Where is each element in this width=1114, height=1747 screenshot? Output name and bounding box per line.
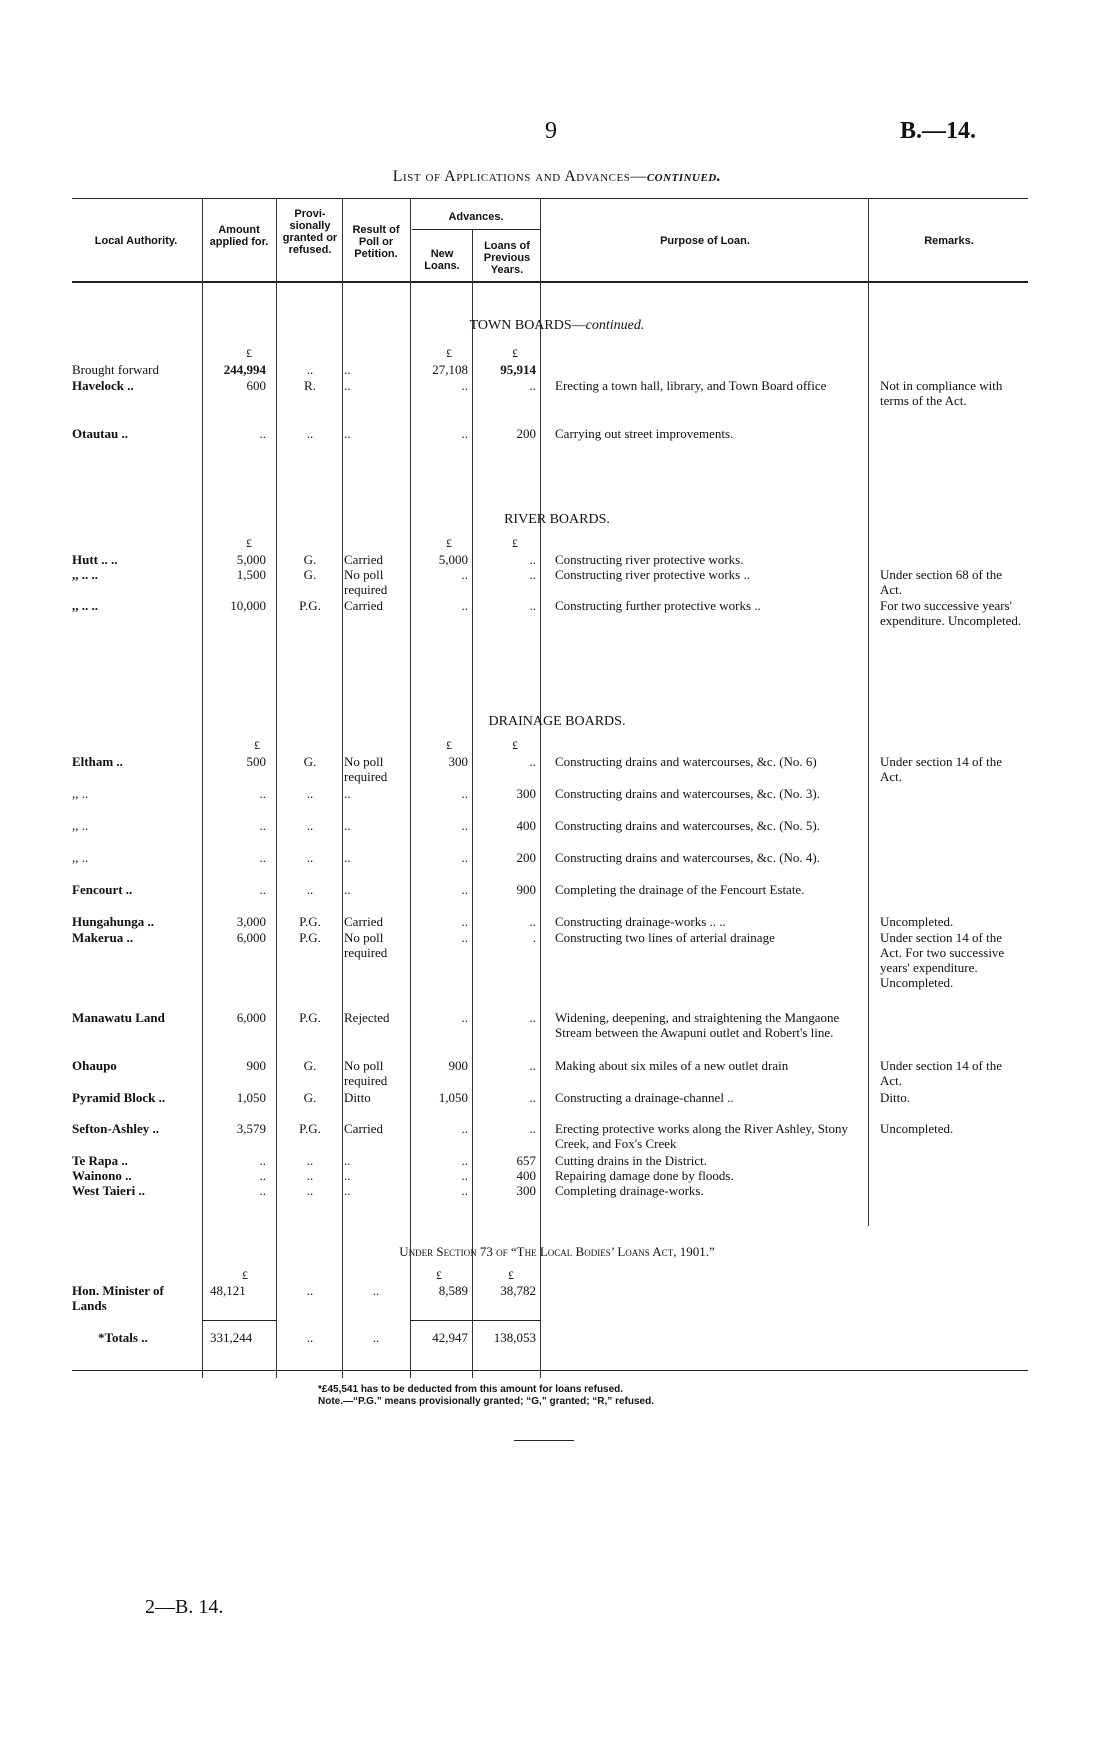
authority-cell: Fencourt .. [72,882,133,897]
section-drainage-boards: DRAINAGE BOARDS. [488,714,626,729]
new-loans-cell: .. [461,1153,468,1168]
table-row [0,1058,1114,1088]
new-loans-cell: 8,589 [438,1283,468,1298]
remarks-cell: For two successive years' expenditure. Uncompleted. [880,598,1022,628]
authority-cell: ,, .. .. [72,598,98,613]
prov-cell: P.G. [299,930,321,945]
purpose-cell: Constructing river protective works. [555,552,744,567]
title-main: List of Applications and Advances— [392,168,647,185]
purpose-cell: Constructing drains and watercourses, &c. (No. 4). [555,850,820,865]
col-amount: Amount applied for. [209,224,269,248]
prov-cell: P.G. [299,1010,321,1025]
authority-cell: Hon. Minister of Lands [72,1283,164,1313]
new-loans-cell: .. [461,850,468,865]
authority-cell: Manawatu Land [72,1010,165,1025]
new-loans-cell: 1,050 [438,1090,468,1105]
result-cell: .. [344,362,351,377]
table-row [0,378,1114,408]
amount-cell: .. [259,850,266,865]
amount-cell: 3,000 [236,914,266,929]
section-river-boards: RIVER BOARDS. [504,512,610,527]
result-cell: .. [344,378,351,393]
table-row [0,1153,1114,1168]
purpose-cell: Constructing drains and watercourses, &c. (No. 6) [555,754,817,769]
pound-sign: £ [446,536,452,550]
pound-sign: £ [446,346,452,360]
col-new-loans: New Loans. [424,248,460,272]
result-cell: Carried [344,552,383,567]
purpose-cell: Constructing drainage-works .. .. [555,914,726,929]
prov-cell: G. [303,552,317,567]
new-loans-cell: .. [461,786,468,801]
amount-cell: .. [259,1168,266,1183]
totals-rule [410,1320,540,1321]
section-73: Under Section 73 of “The Local Bodies’ Loans Act, 1901.” [399,1244,715,1259]
table-row [0,1330,1114,1345]
remarks-cell: Under section 14 of the Act. [880,1058,1003,1088]
prov-cell: .. [306,362,314,377]
amount-cell: 6,000 [236,1010,266,1025]
authority-cell: Wainono .. [72,1168,132,1183]
result-cell: Carried [344,914,383,929]
purpose-cell: Constructing drains and watercourses, &c. (No. 3). [555,786,820,801]
authority-cell: Hungahunga .. [72,914,155,929]
pound-sign: £ [512,346,518,360]
authority-cell: Havelock .. [72,378,134,393]
prev-loans-cell: 200 [516,426,536,441]
table-row [0,598,1114,628]
remarks-cell: Uncompleted. [880,914,954,929]
footnote-note: Note.—“P.G.” means provisionally granted; “G,” granted; “R,” refused. [318,1396,654,1407]
purpose-cell: Constructing two lines of arterial drainage [555,930,775,945]
pound-sign: £ [512,738,518,752]
new-loans-cell: 42,947 [432,1330,468,1345]
col-previous-loans: Loans of Previous Years. [483,240,531,276]
prov-cell: G. [303,1058,317,1073]
purpose-cell: Constructing a drainage-channel .. [555,1090,734,1105]
prov-cell: R. [304,378,316,393]
authority-cell: Sefton-Ashley .. [72,1121,160,1136]
purpose-cell: Carrying out street improvements. [555,426,734,441]
table-row [0,1121,1114,1151]
result-cell: No poll required [344,1058,388,1088]
table-row [0,930,1114,990]
new-loans-cell: 27,108 [432,362,468,377]
prev-loans-cell: .. [529,598,536,613]
col-advances: Advances. [448,211,504,223]
prev-loans-cell: 657 [516,1153,536,1168]
prov-cell: G. [303,1090,317,1105]
prov-cell: .. [306,1283,314,1298]
table-row [0,786,1114,801]
purpose-cell: Widening, deepening, and straightening the Mangaone Stream between the Awapuni outlet and Robert's line. [555,1010,840,1040]
rule-v7 [868,198,869,1226]
prev-loans-cell: .. [529,754,536,769]
table-row [0,1090,1114,1105]
totals-rule [202,1320,276,1321]
new-loans-cell: .. [461,930,468,945]
prev-loans-cell: .. [529,567,536,582]
result-cell: .. [344,850,351,865]
pound-sign: £ [446,738,452,752]
prev-loans-cell: .. [529,1058,536,1073]
section-town-boards [0,318,1114,334]
col-purpose: Purpose of Loan. [660,235,750,247]
page-signature: 2—B. 14. [145,1596,224,1618]
prov-cell: .. [306,1153,314,1168]
result-cell: .. [344,426,351,441]
new-loans-cell: .. [461,598,468,613]
amount-cell: .. [259,882,266,897]
col-provisionally: Provi-sionally granted or refused. [282,208,338,256]
rule-v2 [276,198,277,1378]
prov-cell: .. [306,850,314,865]
authority-cell: Otautau .. [72,426,128,441]
pound-sign: £ [508,1268,514,1282]
amount-cell: .. [259,786,266,801]
result-cell: Carried [344,1121,383,1136]
amount-cell: 48,121 [210,1283,246,1298]
prov-cell: .. [306,882,314,897]
new-loans-cell: .. [461,914,468,929]
remarks-cell: Uncompleted. [880,1121,954,1136]
prev-loans-cell: 300 [516,786,536,801]
amount-cell: .. [259,1183,266,1198]
table-row [0,567,1114,597]
table-row [0,754,1114,784]
table-row [0,1283,1114,1313]
result-cell: No poll required [344,754,388,784]
prov-cell: G. [303,754,317,769]
page-number: 9 [545,118,557,144]
prov-cell: .. [306,1183,314,1198]
table-row [0,882,1114,897]
authority-cell: *Totals .. [98,1330,148,1345]
amount-cell: .. [259,426,266,441]
authority-cell: Makerua .. [72,930,134,945]
prov-cell: .. [306,1168,314,1183]
document-code: B.—14. [900,118,977,144]
header-bottom-rule [72,281,1028,283]
pound-sign: £ [246,346,252,360]
prev-loans-cell: .. [529,378,536,393]
prev-loans-cell: 400 [516,818,536,833]
authority-cell: ,, .. .. [72,567,98,582]
prev-loans-cell: 38,782 [500,1283,536,1298]
amount-cell: 3,579 [236,1121,266,1136]
pound-sign: £ [512,536,518,550]
prov-cell: P.G. [299,914,321,929]
prov-cell: P.G. [299,598,321,613]
title-emph: continued. [646,168,722,185]
prov-cell: G. [303,567,317,582]
result-cell: .. [344,1183,351,1198]
amount-cell: 1,050 [236,1090,266,1105]
new-loans-cell: .. [461,426,468,441]
table-row [0,1183,1114,1198]
header-top-rule [72,198,1028,199]
purpose-cell: Completing drainage-works. [555,1183,704,1198]
end-rule [514,1440,574,1441]
page-title [0,168,1114,186]
remarks-cell: Under section 68 of the Act. [880,567,1003,597]
prov-cell: .. [306,426,314,441]
prov-cell: .. [306,818,314,833]
new-loans-cell: .. [461,1121,468,1136]
section-emph: continued. [585,318,645,333]
prev-loans-cell: 400 [516,1168,536,1183]
table-row [0,552,1114,567]
amount-cell: .. [259,1153,266,1168]
new-loans-cell: .. [461,882,468,897]
purpose-cell: Completing the drainage of the Fencourt Estate. [555,882,805,897]
amount-cell: 5,000 [236,552,266,567]
table-row [0,914,1114,929]
purpose-cell: Constructing further protective works .. [555,598,761,613]
result-cell: No poll required [344,930,388,960]
new-loans-cell: .. [461,567,468,582]
prev-loans-cell: .. [529,1010,536,1025]
authority-cell: Te Rapa .. [72,1153,128,1168]
result-cell: .. [372,1330,380,1345]
table-row [0,818,1114,833]
prov-cell: P.G. [299,1121,321,1136]
purpose-cell: Erecting protective works along the River Ashley, Stony Creek, and Fox's Creek [555,1121,849,1151]
amount-cell: 500 [246,754,266,769]
amount-cell: 900 [246,1058,266,1073]
authority-cell: Eltham .. [72,754,123,769]
prev-loans-cell: . [532,930,536,945]
result-cell: .. [372,1283,380,1298]
prev-loans-cell: .. [529,1121,536,1136]
prev-loans-cell: .. [529,1090,536,1105]
authority-cell: Pyramid Block .. [72,1090,166,1105]
purpose-cell: Cutting drains in the District. [555,1153,708,1168]
amount-cell: 6,000 [236,930,266,945]
result-cell: .. [344,1168,351,1183]
result-cell: .. [344,818,351,833]
new-loans-cell: 300 [448,754,468,769]
col-local-authority: Local Authority. [94,235,178,247]
purpose-cell: Making about six miles of a new outlet drain [555,1058,789,1073]
amount-cell: .. [259,818,266,833]
amount-cell: 600 [246,378,266,393]
table-row [0,1168,1114,1183]
prev-loans-cell: .. [529,552,536,567]
authority-cell: ,, .. [72,818,89,833]
footnote-deduction: *£45,541 has to be deducted from this amount for loans refused. [318,1384,624,1395]
authority-cell: West Taieri .. [72,1183,145,1198]
result-cell: .. [344,1153,351,1168]
remarks-cell: Ditto. [880,1090,910,1105]
result-cell: Carried [344,598,383,613]
prev-loans-cell: 300 [516,1183,536,1198]
remarks-cell: Under section 14 of the Act. For two successive years' expenditure. Uncompleted. [880,930,1005,990]
pound-sign: £ [254,738,260,752]
rule-v3 [342,198,343,1378]
prev-loans-cell: 200 [516,850,536,865]
new-loans-cell: .. [461,1168,468,1183]
amount-cell: 10,000 [230,598,266,613]
amount-cell: 331,244 [210,1330,253,1345]
rule-v5 [472,229,473,1378]
authority-cell: Brought forward [72,362,160,377]
prev-loans-cell: 138,053 [493,1330,536,1345]
section-title: TOWN BOARDS— [469,318,586,333]
new-loans-cell: 900 [448,1058,468,1073]
remarks-cell: Not in compliance with terms of the Act. [880,378,1003,408]
authority-cell: Hutt .. .. [72,552,118,567]
new-loans-cell: .. [461,378,468,393]
authority-cell: ,, .. [72,786,89,801]
rule-v6 [540,198,541,1378]
new-loans-cell: .. [461,818,468,833]
new-loans-cell: .. [461,1183,468,1198]
purpose-cell: Constructing river protective works .. [555,567,750,582]
new-loans-cell: 5,000 [438,552,468,567]
col-remarks: Remarks. [924,235,974,247]
table-row [0,362,1114,377]
authority-cell: ,, .. [72,850,89,865]
result-cell: No poll required [344,567,388,597]
result-cell: .. [344,882,351,897]
result-cell: Rejected [344,1010,390,1025]
remarks-cell: Under section 14 of the Act. [880,754,1003,784]
col-result: Result of Poll or Petition. [352,224,400,260]
advances-subrule [412,229,540,230]
prev-loans-cell: 95,914 [500,362,536,377]
prev-loans-cell: .. [529,914,536,929]
authority-cell: Ohaupo [72,1058,117,1073]
result-cell: .. [344,786,351,801]
prov-cell: .. [306,786,314,801]
prev-loans-cell: 900 [516,882,536,897]
purpose-cell: Erecting a town hall, library, and Town Board office [555,378,827,393]
amount-cell: 244,994 [223,362,266,377]
pound-sign: £ [436,1268,442,1282]
table-row [0,1010,1114,1040]
result-cell: Ditto [344,1090,371,1105]
purpose-cell: Constructing drains and watercourses, &c. (No. 5). [555,818,820,833]
pound-sign: £ [242,1268,248,1282]
table-row [0,850,1114,865]
table-bottom-rule [72,1370,1028,1371]
table-row [0,426,1114,441]
amount-cell: 1,500 [236,567,266,582]
pound-sign: £ [246,536,252,550]
purpose-cell: Repairing damage done by floods. [555,1168,734,1183]
prov-cell: .. [306,1330,314,1345]
new-loans-cell: .. [461,1010,468,1025]
